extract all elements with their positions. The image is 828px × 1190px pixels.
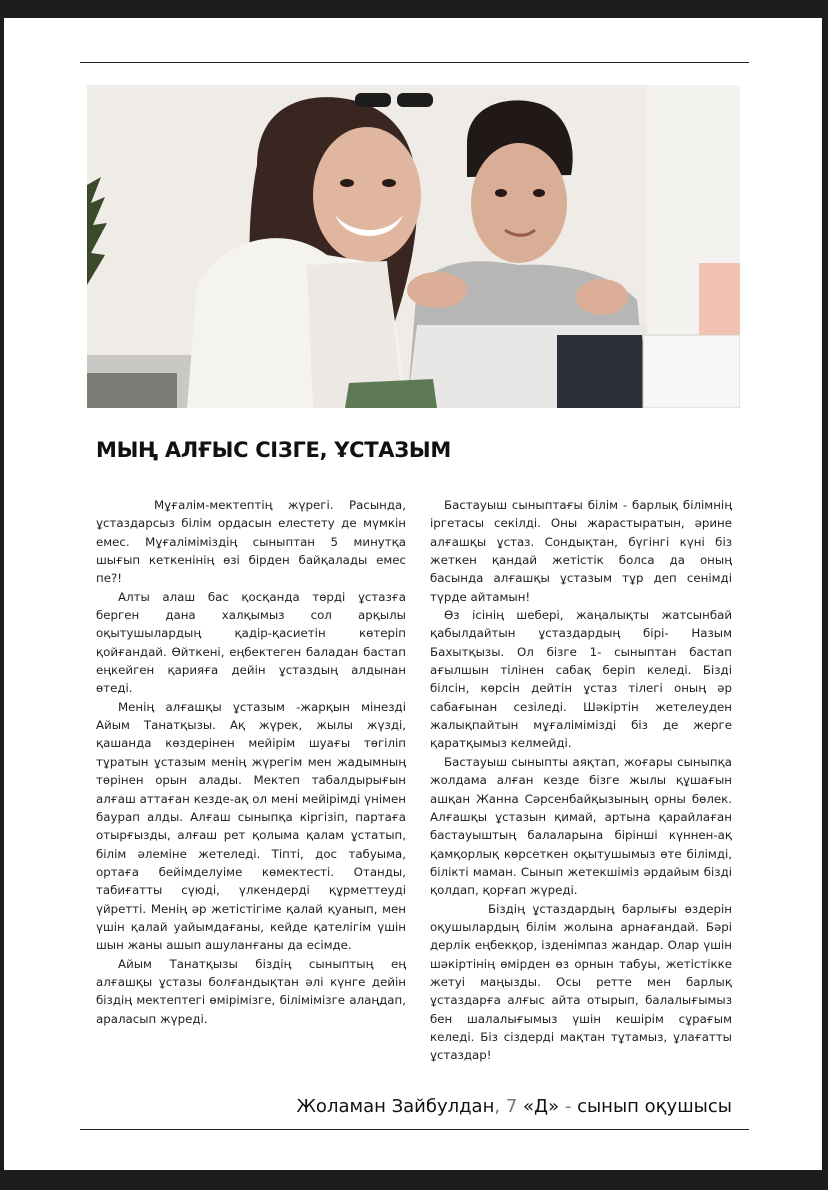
- author-role: сынып оқушысы: [577, 1096, 732, 1117]
- top-divider: [80, 62, 749, 63]
- document-page: [4, 18, 822, 1170]
- paragraph: Бастауыш сыныптағы білім - барлық білімнің іргетасы секілді. Оны жарастыратын, әрине алғашқы ұстаз. Сондықтан, бүгінгі күні біз жеткен қандай жетістік болса да оның басында алғашқы ұстазым тұр деп сенімді түрде айтамын!: [430, 498, 732, 604]
- bottom-divider: [80, 1129, 749, 1130]
- paragraph: Бастауыш сыныпты аяқтап, жоғары сыныпқа жолдама алған кезде бізге жылы құшағын ашқан Жанна Сәрсенбайқызының орны бөлек. Алғашқы ұстазын қимай, артына қарайлаған бастауыштың балаларына бірінші күннен-ақ қамқорлық көрсеткен оқытушымыз өте білімді, білікті маман. Сынып жетекшіміз әрдайым бізді қолдап, қорғап жүреді.: [430, 754, 732, 898]
- paragraph: Біздің ұстаздардың барлығы өздерін оқушылардың білім жолына арнағандай. Бәрі дерлік еңбекқор, ізденімпаз жандар. Олар үшін шәкіртінің өмірден өз орнын табуы, жетістікке жетуі маңызды. Осы ретте мен барлық ұстаздарға алғыс айта отырып, балалығымыз бен шалалығымыз үшін кешірім сұрағым келеді. Біз сіздерді мақтан тұтамыз, ұлағатты ұстаздар!: [430, 901, 732, 1063]
- signature-separator: ,: [494, 1096, 501, 1117]
- paragraph: Алты алаш бас қосқанда төрді ұстазға берген дана халқымыз сол арқылы оқытушылардың қадір-қасиетін көтеріп қойғандай. Өйткені, еңбектеген баладан бастап еңкейген қарияға дейін ұстаздың алдынан өтеді.: [96, 589, 406, 696]
- grade-number: 7: [505, 1096, 518, 1117]
- left-column: [96, 496, 406, 1028]
- paragraph: Өз ісінің шебері, жаңалықты жатсынбай қабылдайтын ұстаздардың бірі- Назым Бахытқызы. Ол бізге 1- сыныптан бастап ағылшын тілінен сабақ беріп келеді. Бізді білсін, көрсін дейтін ұстаз тілегі оның әр сабағынан сезіледі. Шәкіртін жетелеуден жалықпайтын мұғалімімізді біз де жерге қаратқымыз келмейді.: [430, 608, 732, 751]
- article-photo: [87, 85, 740, 408]
- paragraph: Менің алғашқы ұстазым -жарқын мінезді Айым Танатқызы. Ақ жүрек, жылы жүзді, қашанда көздерінен мейірім шуағы төгіліп тұратын ұстазым менің жүрегім мен жадымның төрінен орын алады. Мектеп табалдырығын алғаш аттаған кезде-ақ ол мені мейірімді үнімен баурап алды. Алғаш сыныпқа кіргізіп, партаға отырғызды, алғаш рет қолыма қалам ұстатып, білім әлеміне жетеледі. Тіпті, дос табуыма, ортаға бейімделуіме көмектесті. Отанды, табиғатты сүюді, үлкендерді құрметтеуді үйретті. Менің әр жетістігіме қалай қуанып, мен үшін қалай уайымдағаны, кейде қателігім үшін шын жаны ашып ашуланғаны да есімде.: [96, 699, 406, 953]
- photo-illustration: [87, 85, 740, 408]
- author-signature: [297, 1096, 732, 1117]
- paragraph: Айым Танатқызы біздің сыныптың ең алғашқы ұстазы болғандықтан әлі күнге дейін біздің мектептегі өмірімізге, білімімізге алаңдап, араласып жүреді.: [96, 956, 406, 1026]
- right-column: [430, 496, 732, 1065]
- article-title: МЫҢ АЛҒЫС СІЗГЕ, ҰСТАЗЫМ: [96, 438, 451, 462]
- grade-letter: «Д»: [523, 1096, 560, 1117]
- signature-dash: -: [564, 1096, 572, 1117]
- paragraph: Мұғалім-мектептің жүрегі. Расында, ұстаздарсыз білім ордасын елестету де мүмкін емес. Мұғалімімiздің сыныптан 5 минутқа шығып кеткенінің өзі бірден байқалады емес пе?!: [96, 498, 406, 586]
- author-name: Жоламан Зайбулдан: [296, 1096, 495, 1117]
